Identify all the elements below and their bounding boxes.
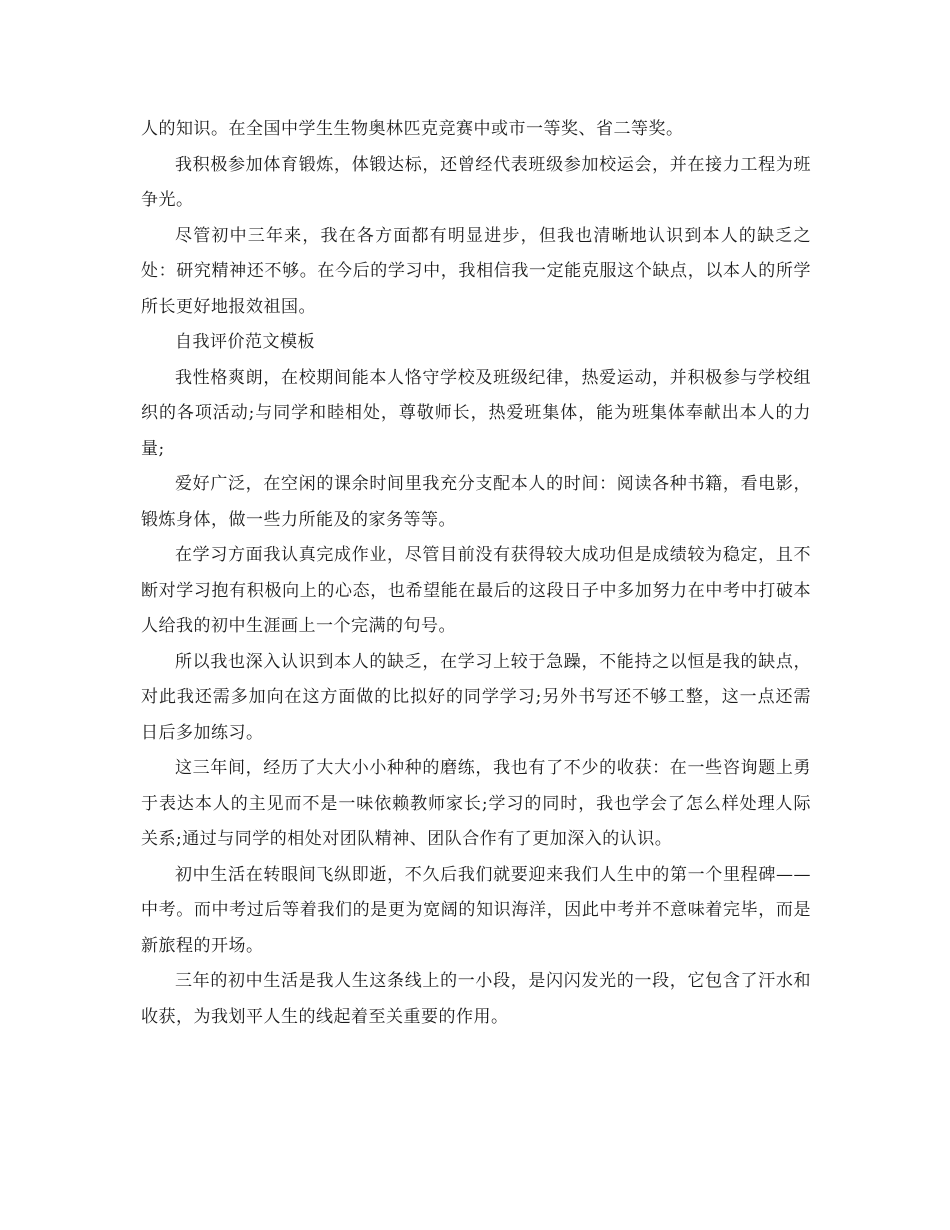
paragraph: 我性格爽朗，在校期间能本人恪守学校及班级纪律，热爱运动，并积极参与学校组织的各项活动;与同学和睦相处，尊敬师长，热爱班集体，能为班集体奉献出本人的力量;: [141, 367, 811, 459]
paragraph: 初中生活在转眼间飞纵即逝，不久后我们就要迎来我们人生中的第一个里程碑——中考。而中考过后等着我们的是更为宽阔的知识海洋，因此中考并不意味着完毕，而是新旅程的开场。: [141, 864, 811, 956]
paragraph: 所以我也深入认识到本人的缺乏，在学习上较于急躁，不能持之以恒是我的缺点，对此我还需多加向在这方面做的比拟好的同学学习;另外书写还不够工整，这一点还需日后多加练习。: [141, 651, 811, 743]
paragraph: 在学习方面我认真完成作业，尽管目前没有获得较大成功但是成绩较为稳定，且不断对学习抱有积极向上的心态，也希望能在最后的这段日子中多加努力在中考中打破本人给我的初中生涯画上一个完满的句号。: [141, 545, 811, 636]
paragraph: 三年的初中生活是我人生这条线上的一小段，是闪闪发光的一段，它包含了汗水和收获，为我划平人生的线起着至关重要的作用。: [141, 971, 811, 1027]
document-body: [141, 112, 811, 1035]
paragraph: 爱好广泛，在空闲的课余时间里我充分支配本人的时间：阅读各种书籍，看电影，锻炼身体，做一些力所能及的家务等等。: [141, 474, 811, 530]
paragraph: 这三年间，经历了大大小小种种的磨练，我也有了不少的收获：在一些咨询题上勇于表达本人的主见而不是一味依赖教师家长;学习的同时，我也学会了怎么样处理人际关系;通过与同学的相处对团队精神、团队合作有了更加深入的认识。: [141, 758, 811, 849]
paragraph-continued: 人的知识。在全国中学生生物奥林匹克竞赛中或市一等奖、省二等奖。: [141, 119, 684, 139]
paragraph: 我积极参加体育锻炼，体锻达标，还曾经代表班级参加校运会，并在接力工程为班争光。: [141, 154, 811, 210]
section-heading: 自我评价范文模板: [175, 332, 315, 352]
paragraph: 尽管初中三年来，我在各方面都有明显进步，但我也清晰地认识到本人的缺乏之处：研究精神还不够。在今后的学习中，我相信我一定能克服这个缺点，以本人的所学所长更好地报效祖国。: [141, 225, 811, 317]
